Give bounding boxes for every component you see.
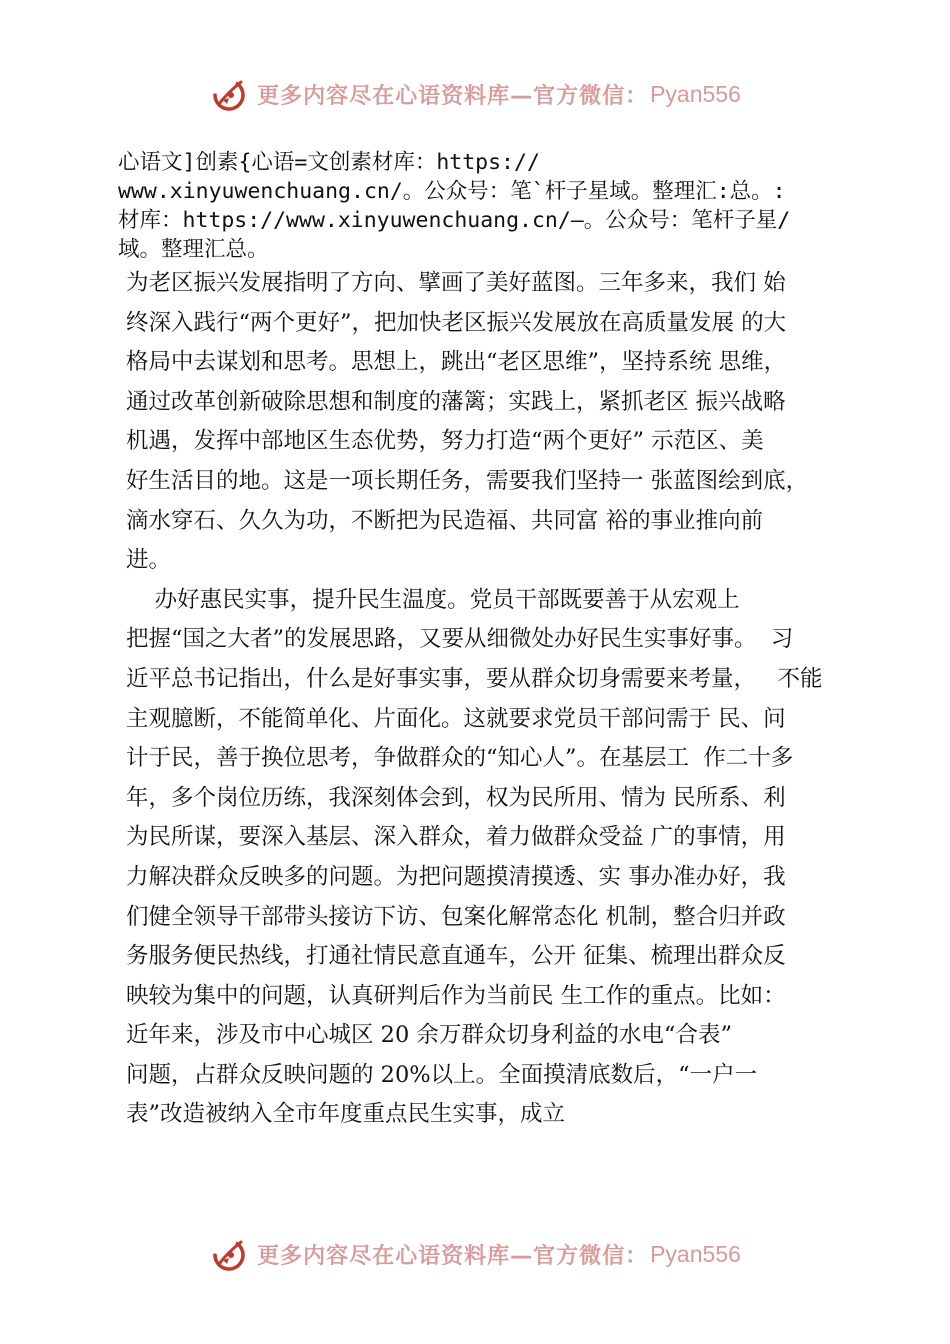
- watermark-text: 更多内容尽在心语资料库—官方微信：: [257, 1243, 649, 1269]
- watermark-wechat-id: Pyan556: [650, 80, 741, 107]
- text-line: 好生活目的地。这是一项长期任务，需要我们坚持一 张蓝图绘到底，: [126, 467, 809, 494]
- text-line: 映较为集中的问题，认真研判后作为当前民 生工作的重点。比如：: [126, 982, 786, 1009]
- bottom-watermark-banner: [0, 1230, 950, 1278]
- brush-stroke-logo-icon: [209, 1234, 249, 1274]
- text-line: 办好惠民实事，提升民生温度。党员干部既要善于从宏观上: [126, 586, 740, 613]
- text-line: 表”改造被纳入全市年度重点民生实事，成立: [126, 1101, 566, 1128]
- source-header: [118, 148, 850, 264]
- text-line: 力解决群众反映多的问题。为把问题摸清摸透、实 事办准办好，我: [126, 863, 786, 890]
- text-line: 们健全领导干部带头接访下访、包案化解常态化 机制，整合归并政: [126, 903, 786, 930]
- brush-stroke-logo-icon: [209, 74, 249, 114]
- watermark-text: 更多内容尽在心语资料库—官方微信：: [257, 83, 649, 109]
- header-line: 材库：https://www.xinyuwenchuang.cn/—。公众号：笔杆子星/: [118, 208, 791, 233]
- text-line: 通过改革创新破除思想和制度的藩篱；实践上，紧抓老区 振兴战略: [126, 388, 786, 415]
- text-line: 机遇，发挥中部地区生态优势，努力打造“两个更好” 示范区、美: [126, 428, 764, 455]
- text-line: 年，多个岗位历练，我深刻体会到，权为民所用、情为 民所系、利: [126, 784, 786, 811]
- text-line: 格局中去谋划和思考。思想上，跳出“老区思维”，坚持系统 思维，: [126, 349, 787, 376]
- text-line: 务服务便民热线，打通社情民意直通车，公开 征集、梳理出群众反: [126, 943, 786, 970]
- document-body: [126, 264, 850, 1135]
- header-line: www.xinyuwenchuang.cn/。公众号：笔`杆子星域。整理汇:总。:: [118, 179, 786, 204]
- text-line: 为老区振兴发展指明了方向、擘画了美好蓝图。三年多来，我们 始: [126, 270, 786, 296]
- text-line: 终深入践行“两个更好”，把加快老区振兴发展放在高质量发展 的大: [126, 309, 787, 336]
- watermark-wechat-id: Pyan556: [650, 1240, 741, 1267]
- paragraph-1: [126, 264, 850, 581]
- header-line: 心语文]创素{心语=文创素材库：https://: [118, 150, 540, 175]
- top-watermark-banner: [0, 70, 950, 118]
- text-line: 为民所谋，要深入基层、深入群众，着力做群众受益 广的事情，用: [126, 824, 786, 851]
- text-line: 计于民，善于换位思考，争做群众的“知心人”。在基层工 作二十多: [126, 745, 794, 772]
- paragraph-2: [126, 581, 850, 1135]
- text-line: 滴水穿石、久久为功，不断把为民造福、共同富 裕的事业推向前: [126, 507, 764, 534]
- header-line: 域。整理汇总。: [118, 237, 269, 262]
- text-line: 把握“国之大者”的发展思路，又要从细微处办好民生实事好事。 习: [126, 626, 794, 653]
- text-line: 主观臆断，不能简单化、片面化。这就要求党员干部问需于 民、问: [126, 705, 786, 732]
- text-line: 近年来，涉及市中心城区 20 余万群众切身利益的水电“合表”: [126, 1022, 732, 1049]
- text-line: 近平总书记指出，什么是好事实事，要从群众切身需要来考量， 不能: [126, 665, 823, 692]
- text-line: 进。: [126, 547, 172, 574]
- text-line: 问题，占群众反映问题的 20%以上。全面摸清底数后，“一户一: [126, 1061, 758, 1088]
